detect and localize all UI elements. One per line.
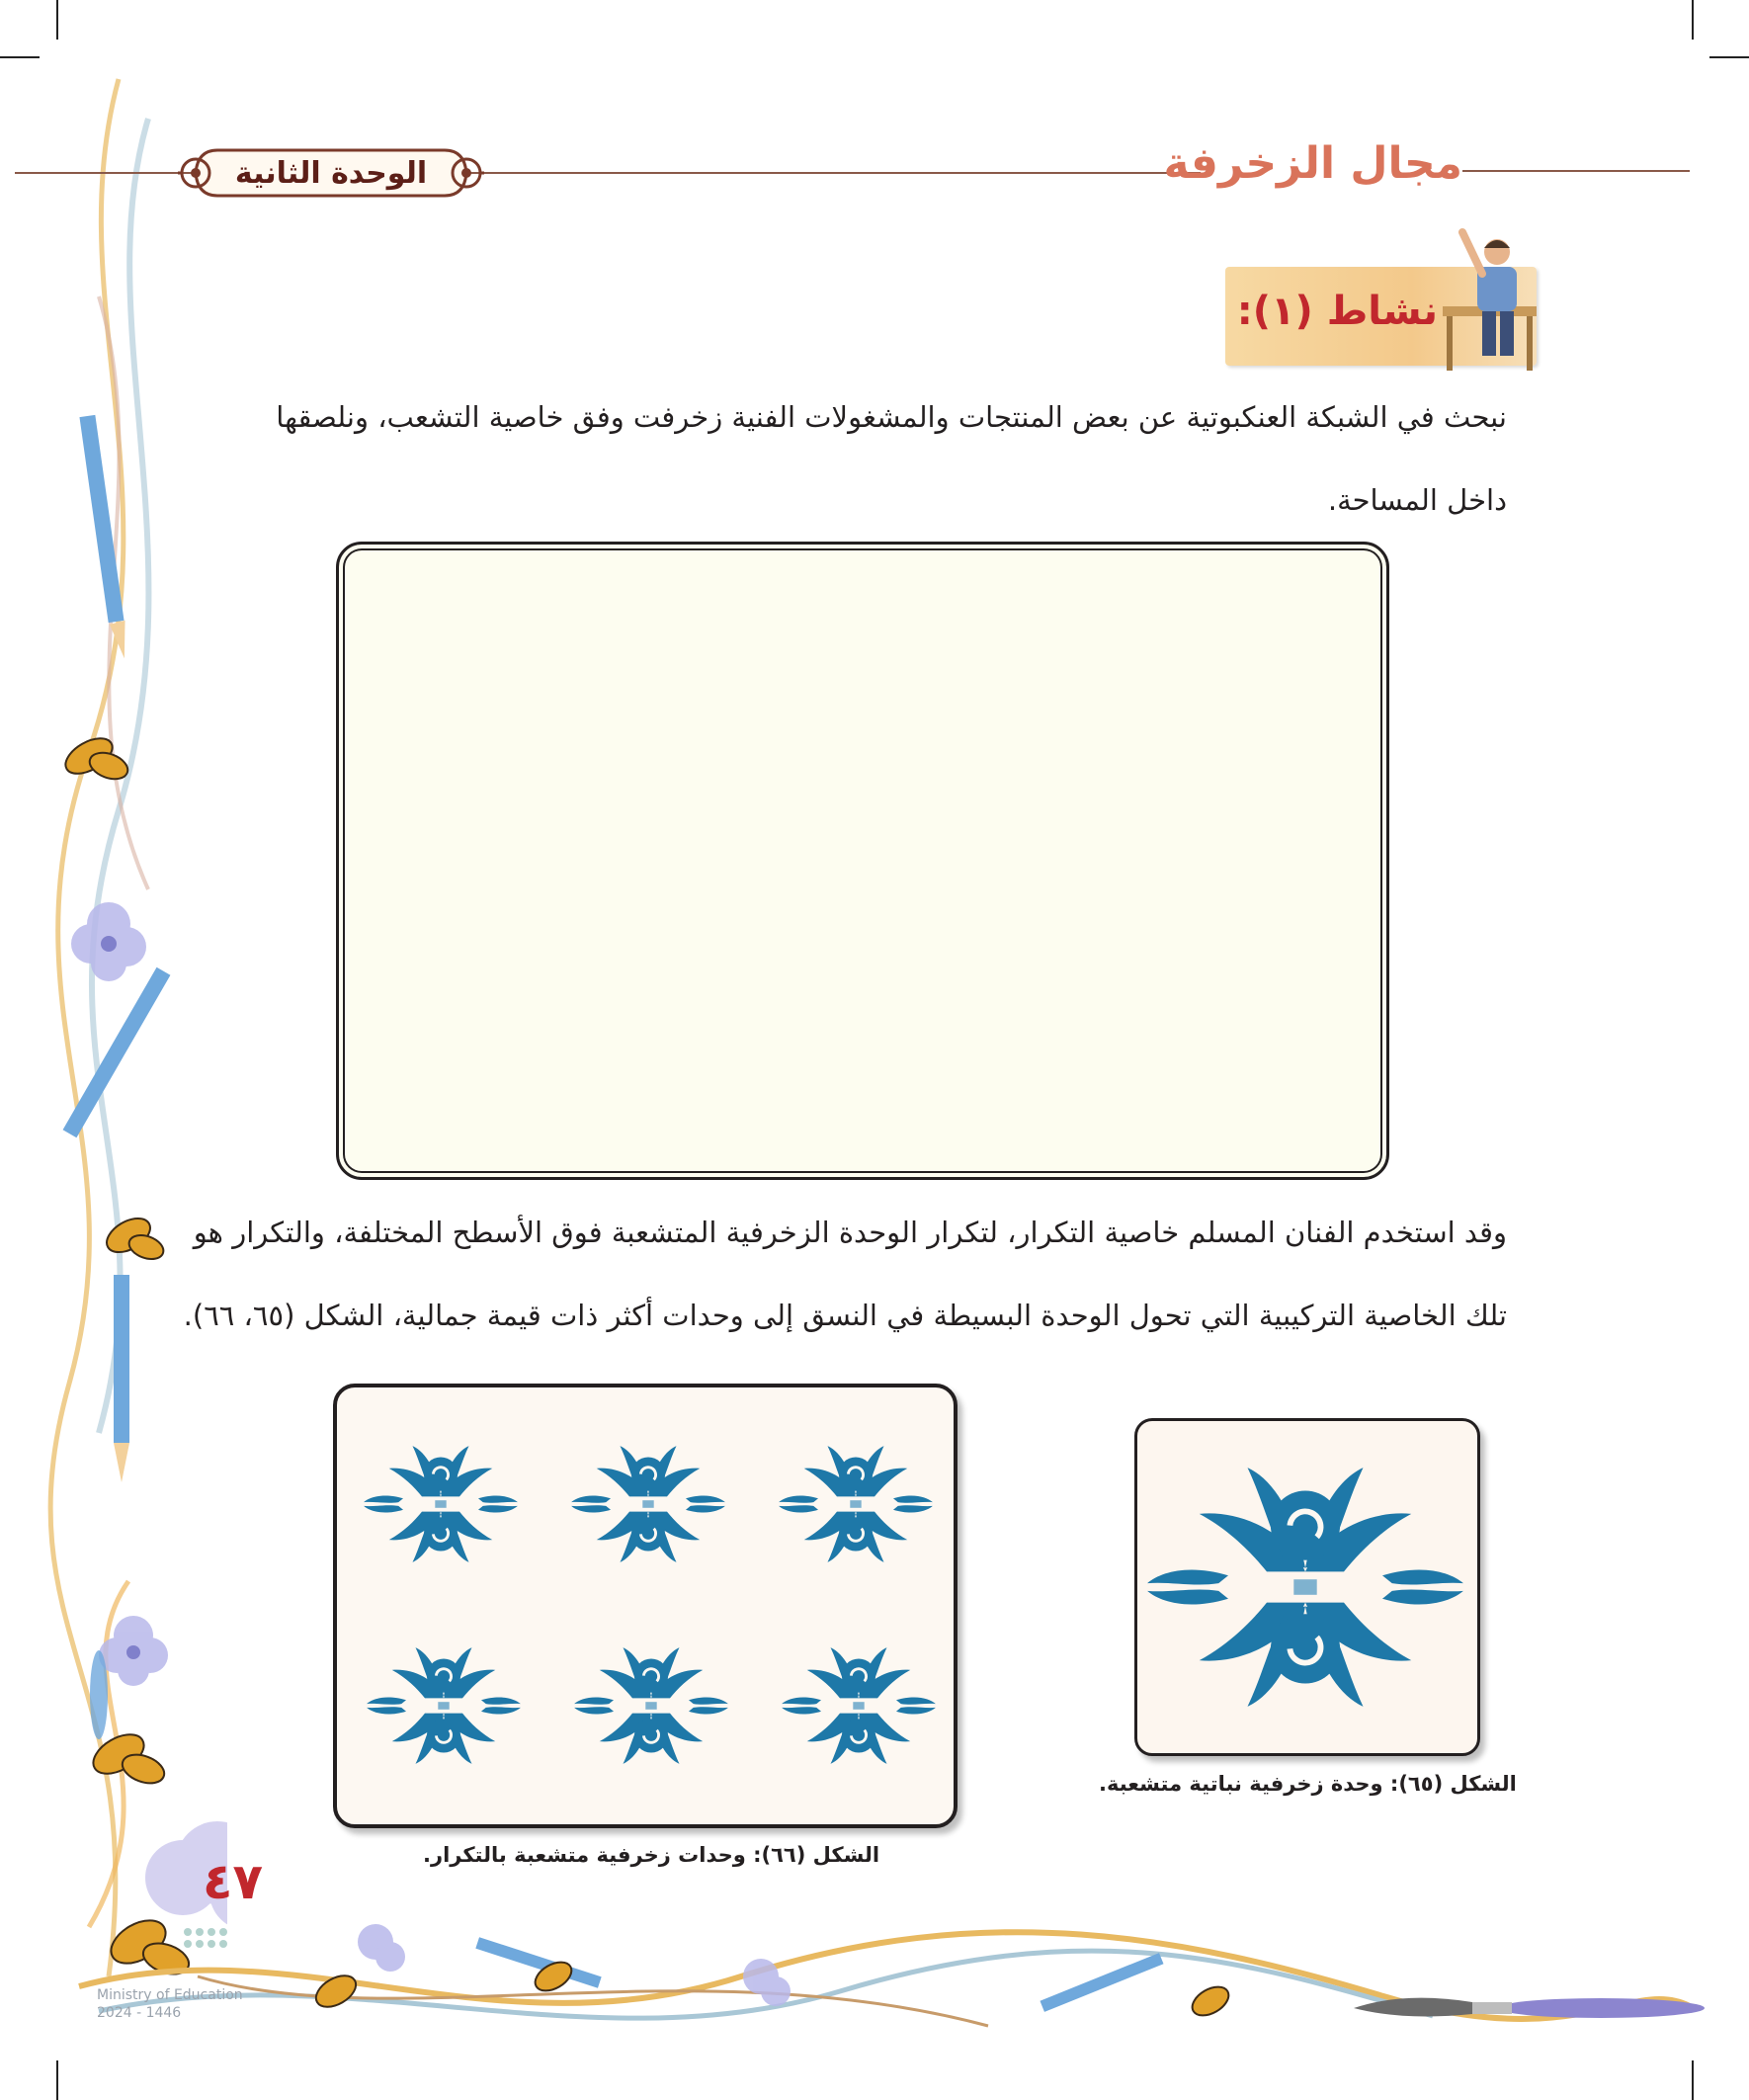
ornamental-motif bbox=[779, 1446, 933, 1562]
text-line: تلك الخاصية التركيبية التي تحول الوحدة البسيطة في النسق إلى وحدات أكثر ذات قيمة جمالية، الشكل (٦٥، ٦٦). bbox=[183, 1299, 1507, 1332]
crop-mark bbox=[1692, 0, 1694, 40]
bottom-floral-border bbox=[0, 1917, 1749, 2100]
ministry-label bbox=[97, 1986, 243, 2022]
ornamental-motif bbox=[782, 1647, 936, 1764]
text-line: نبحث في الشبكة العنكبوتية عن بعض المنتجات والمشغولات الفنية زخرفت وفق خاصية التشعب، ونلصقها bbox=[276, 400, 1507, 434]
pencil-icon bbox=[114, 1275, 129, 1482]
student-at-desk-illustration bbox=[1423, 212, 1551, 376]
pencil-icon bbox=[1040, 1953, 1163, 2012]
unit-badge bbox=[178, 138, 484, 208]
repetition-paragraph bbox=[183, 1191, 1507, 1357]
header-rule-middle bbox=[469, 172, 1201, 174]
butterfly-icon bbox=[101, 1212, 166, 1264]
ornamental-motif bbox=[1147, 1468, 1463, 1707]
crop-mark bbox=[1709, 56, 1749, 58]
page-number: ٤٧ bbox=[203, 1853, 264, 1910]
ornamental-motif bbox=[574, 1647, 728, 1764]
floral-border-illustration bbox=[0, 0, 227, 2100]
header-rule-left bbox=[15, 172, 193, 174]
text-line: وقد استخدم الفنان المسلم خاصية التكرار، لتكرار الوحدة الزخرفية المتشعبة فوق الأسطح المختلفة، والتكرار هو bbox=[193, 1216, 1507, 1249]
butterfly-icon bbox=[59, 731, 130, 784]
flower-icon bbox=[71, 902, 146, 981]
ministry-year: 2024 - 1446 bbox=[97, 2005, 182, 2021]
header-rule-right bbox=[1462, 170, 1690, 172]
unit-title: الوحدة الثانية bbox=[234, 155, 428, 191]
single-motif bbox=[1137, 1421, 1477, 1753]
ministry-name: Ministry of Education bbox=[97, 1987, 243, 2003]
activity-instructions bbox=[222, 376, 1507, 542]
figure-66-repeated-units bbox=[333, 1384, 958, 1828]
figure-65-caption: الشكل (٦٥): وحدة زخرفية نباتية متشعبة. bbox=[1099, 1772, 1517, 1796]
ornamental-motif bbox=[571, 1446, 725, 1562]
figure-65-single-unit bbox=[1134, 1418, 1480, 1756]
activity-label: نشاط (١): bbox=[1236, 289, 1438, 334]
repeated-motif-pattern bbox=[337, 1387, 954, 1824]
text-line: داخل المساحة. bbox=[1327, 483, 1507, 517]
paintbrush-icon bbox=[1354, 1998, 1705, 2018]
figure-66-caption: الشكل (٦٦): وحدات زخرفية متشعبة بالتكرار. bbox=[423, 1843, 880, 1867]
ornamental-motif bbox=[364, 1446, 518, 1562]
ministry-logo bbox=[184, 1928, 227, 1948]
pencil-icon bbox=[63, 967, 171, 1138]
field-title: مجال الزخرفة bbox=[1163, 138, 1462, 189]
paste-area[interactable] bbox=[336, 542, 1389, 1180]
ornamental-motif bbox=[367, 1647, 521, 1764]
